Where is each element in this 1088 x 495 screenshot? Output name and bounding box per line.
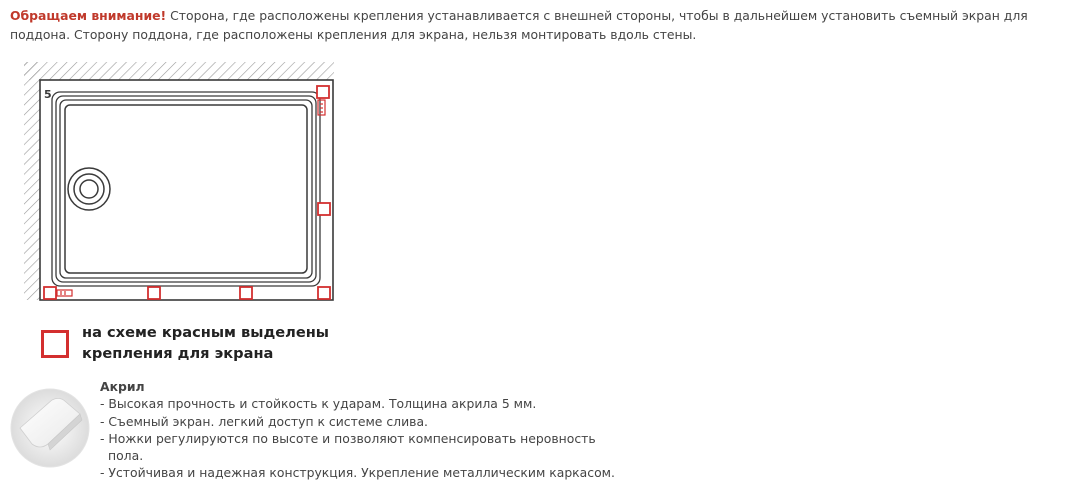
material-features bbox=[100, 378, 615, 482]
list-item: - Высокая прочность и стойкость к ударам. Толщина акрила 5 мм. bbox=[100, 396, 537, 412]
mount-marker-bottom-right bbox=[318, 287, 330, 299]
list-item: - Устойчивая и надежная конструкция. Укрепление металлическим каркасом. bbox=[100, 465, 615, 481]
mount-marker-bottom-3 bbox=[240, 287, 252, 299]
tray-diagram bbox=[0, 0, 360, 315]
notice-lead: Обращаем внимание! bbox=[10, 8, 167, 23]
material-title: Акрил bbox=[100, 379, 145, 394]
notice-text: Сторона, где расположены крепления устанавливается с внешней стороны, чтобы в дальнейшем установить съемный экран для поддона. Сторону поддона, где расположены крепления для экрана, нельзя монтировать вдоль стены. bbox=[10, 8, 1028, 42]
legend-line-2: крепления для экрана bbox=[82, 345, 274, 362]
list-item: - Съемный экран. легкий доступ к системе слива. bbox=[100, 413, 428, 429]
legend-marker-icon bbox=[41, 330, 69, 358]
mount-marker-right-mid bbox=[318, 203, 330, 215]
acrylic-sample-image bbox=[10, 388, 90, 468]
list-item: - Ножки регулируются по высоте и позволяют компенсировать неровность bbox=[100, 430, 596, 446]
legend-text bbox=[82, 322, 382, 364]
mount-marker-bottom-left bbox=[44, 287, 56, 299]
wall-hatch-top bbox=[24, 62, 334, 80]
wall-hatch-left bbox=[24, 62, 40, 300]
corner-mark: 5 bbox=[44, 88, 52, 101]
drain-inner bbox=[80, 180, 98, 198]
legend-line-1: на схеме красным выделены bbox=[82, 324, 330, 341]
mount-marker-bottom-2 bbox=[148, 287, 160, 299]
mount-marker-right-top bbox=[317, 86, 329, 98]
feature-list bbox=[100, 395, 615, 481]
list-item: пола. bbox=[108, 448, 144, 464]
